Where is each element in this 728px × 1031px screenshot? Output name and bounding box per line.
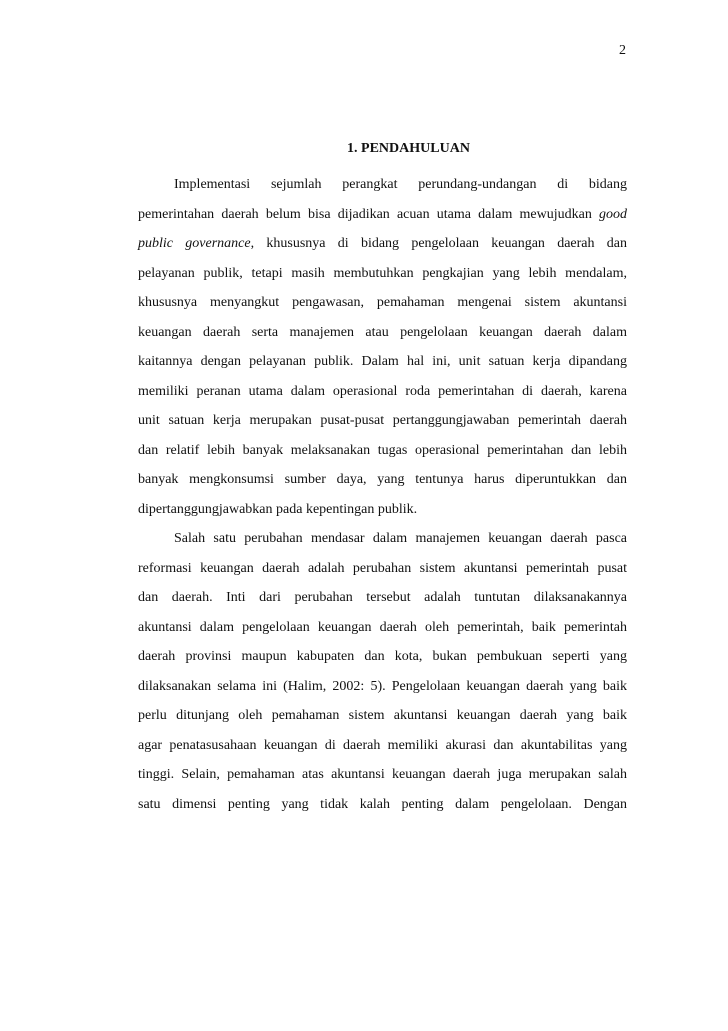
paragraph-line: satu dimensi penting yang tidak kalah penting dalam pengelolaan. Dengan xyxy=(138,796,627,812)
body-text xyxy=(138,170,627,819)
paragraph-line: reformasi keuangan daerah adalah perubahan sistem akuntansi pemerintah pusat xyxy=(138,560,627,576)
paragraph-line: khususnya menyangkut pengawasan, pemahaman mengenai sistem akuntansi xyxy=(138,295,627,310)
paragraph-line: pelayanan publik, tetapi masih membutuhkan pengkajian yang lebih mendalam, xyxy=(138,265,627,281)
paragraph-line: tinggi. Selain, pemahaman atas akuntansi keuangan daerah juga merupakan salah xyxy=(138,767,627,782)
paragraph-line: daerah provinsi maupun kabupaten dan kota, bukan pembukuan seperti yang xyxy=(138,649,627,664)
section-heading: 1. PENDAHULUAN xyxy=(347,141,470,156)
paragraph-line: pemerintahan daerah belum bisa dijadikan acuan utama dalam mewujudkan good xyxy=(138,206,627,222)
paragraph-line: public governance, khususnya di bidang pengelolaan keuangan daerah dan xyxy=(138,236,628,251)
paragraph-line: memiliki peranan utama dalam operasional roda pemerintahan di daerah, karena xyxy=(138,383,627,399)
italic-term: public governance xyxy=(138,236,251,251)
paragraph-line: dipertanggungjawabkan pada kepentingan publik. xyxy=(138,501,418,517)
page-number: 2 xyxy=(619,43,626,58)
paragraph-line: agar penatasusahaan keuangan di daerah memiliki akurasi dan akuntabilitas yang xyxy=(138,737,627,753)
paragraph-line: unit satuan kerja merupakan pusat-pusat pertanggungjawaban pemerintah daerah xyxy=(138,413,627,428)
paragraph-line: Implementasi sejumlah perangkat perundang-undangan di bidang xyxy=(174,177,627,192)
paragraph-line: Salah satu perubahan mendasar dalam manajemen keuangan daerah pasca xyxy=(174,531,627,546)
paragraph-line: perlu ditunjang oleh pemahaman sistem akuntansi keuangan daerah yang baik xyxy=(138,708,627,723)
paragraph-line: dilaksanakan selama ini (Halim, 2002: 5). Pengelolaan keuangan daerah yang baik xyxy=(138,678,627,694)
paragraph-line: akuntansi dalam pengelolaan keuangan daerah oleh pemerintah, baik pemerintah xyxy=(138,619,627,635)
italic-term: good xyxy=(599,206,627,222)
paragraph-line: keuangan daerah serta manajemen atau pengelolaan keuangan daerah dalam xyxy=(138,324,627,340)
paragraph-line: banyak mengkonsumsi sumber daya, yang tentunya harus diperuntukkan dan xyxy=(138,472,627,487)
paragraph-line: kaitannya dengan pelayanan publik. Dalam hal ini, unit satuan kerja dipandang xyxy=(138,354,627,369)
paragraph-line: dan relatif lebih banyak melaksanakan tugas operasional pemerintahan dan lebih xyxy=(138,442,627,458)
paragraph-line: dan daerah. Inti dari perubahan tersebut adalah tuntutan dilaksanakannya xyxy=(138,590,627,605)
